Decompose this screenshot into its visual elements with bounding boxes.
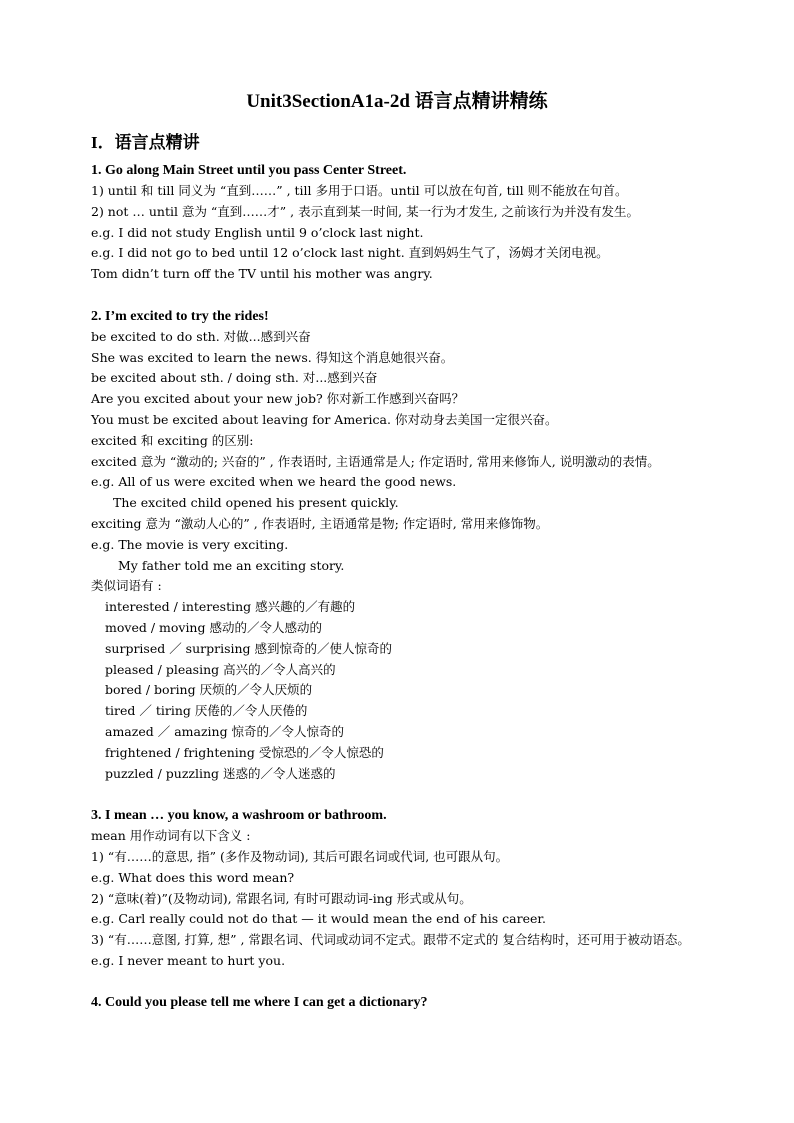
text-line: exciting 意为 “激动人心的” , 作表语时, 主语通常是物; 作定语时, 常用来修饰物。 [91, 515, 549, 531]
word-pair: interested / interesting 感兴趣的／有趣的 [105, 599, 356, 615]
example-line: e.g. What does this word mean? [91, 869, 295, 885]
text-line: 1) until 和 till 同义为 “直到……” , till 多用于口语。until 可以放在句首, till 则不能放在句首。 [91, 183, 628, 198]
example-line: e.g. I did not study English until 9 o’clock last night. [91, 224, 424, 240]
example-line: e.g. Carl really could not do that — it would mean the end of his career. [91, 911, 546, 927]
word-pair: tired ／ tiring 厌倦的／令人厌倦的 [105, 703, 308, 719]
word-pair: moved / moving 感动的／令人感动的 [105, 619, 322, 635]
spacer [91, 972, 706, 993]
example-line: She was excited to learn the news. 得知这个消息她很兴奋。 [91, 349, 454, 365]
example-line: Are you excited about your new job? 你对新工作感到兴奋吗？ [91, 391, 465, 407]
text-line: 3) “有……意图, 打算, 想” , 常跟名词、代词或动词不定式。跟带不定式的 复合结构时，还可用于被动语态。 [91, 932, 690, 948]
text-line: 2) not … until 意为 “直到……才” , 表示直到某一时间, 某一行为才发生, 之前该行为并没有发生。 [91, 203, 640, 219]
spacer [91, 285, 706, 306]
word-pair: pleased / pleasing 高兴的／令人高兴的 [105, 661, 336, 677]
example-line: e.g. I did not go to bed until 12 o’clock last night. 直到妈妈生气了，汤姆才关闭电视。 [91, 245, 609, 261]
document-body [91, 160, 706, 1013]
example-line: e.g. All of us were excited when we heard the good news. [91, 474, 457, 490]
text-line: mean 用作动词有以下含义 : [91, 828, 251, 844]
text-line: excited 和 exciting 的区别: [91, 432, 254, 448]
example-line: My father told me an exciting story. [118, 557, 345, 573]
example-line: You must be excited about leaving for America. 你对动身去美国一定很兴奋。 [91, 411, 558, 427]
example-line: The excited child opened his present quickly. [113, 495, 399, 511]
word-pair: bored / boring 厌烦的／令人厌烦的 [105, 682, 313, 698]
item-heading: 2. I’m excited to try the rides! [91, 308, 269, 324]
example-line: e.g. I never meant to hurt you. [91, 952, 286, 968]
text-line: 类似词语有 : [91, 578, 162, 594]
text-line: excited 意为 “激动的; 兴奋的” , 作表语时, 主语通常是人; 作定语时, 常用来修饰人, 说明激动的表情。 [91, 453, 660, 469]
example-line: e.g. The movie is very exciting. [91, 536, 289, 552]
section-heading: I．语言点精讲 [91, 133, 200, 152]
document-title: Unit3SectionA1a-2d 语言点精讲精练 [246, 91, 548, 112]
word-pair: amazed ／ amazing 惊奇的／令人惊奇的 [105, 723, 345, 739]
word-pair: puzzled / puzzling 迷惑的／令人迷惑的 [105, 765, 336, 781]
item-heading: 3. I mean … you know, a washroom or bathroom. [91, 808, 387, 824]
spacer [91, 784, 706, 805]
text-line: 1) “有……的意思, 指” (多作及物动词), 其后可跟名词或代词, 也可跟从句。 [91, 848, 509, 864]
item-heading: 1. Go along Main Street until you pass Center Street. [91, 163, 407, 178]
text-line: be excited about sth. / doing sth. 对...感到兴奋 [91, 370, 378, 386]
word-pair: frightened / frightening 受惊恐的／令人惊恐的 [105, 744, 384, 760]
text-line: 2) “意味(着)”(及物动词), 常跟名词, 有时可跟动词-ing 形式或从句。 [91, 890, 472, 906]
word-pair: surprised ／ surprising 感到惊奇的／使人惊奇的 [105, 640, 393, 656]
text-line: be excited to do sth. 对做...感到兴奋 [91, 328, 311, 344]
item-heading: 4. Could you please tell me where I can get a dictionary? [91, 995, 428, 1011]
example-line: Tom didn’t turn off the TV until his mother was angry. [91, 266, 433, 282]
